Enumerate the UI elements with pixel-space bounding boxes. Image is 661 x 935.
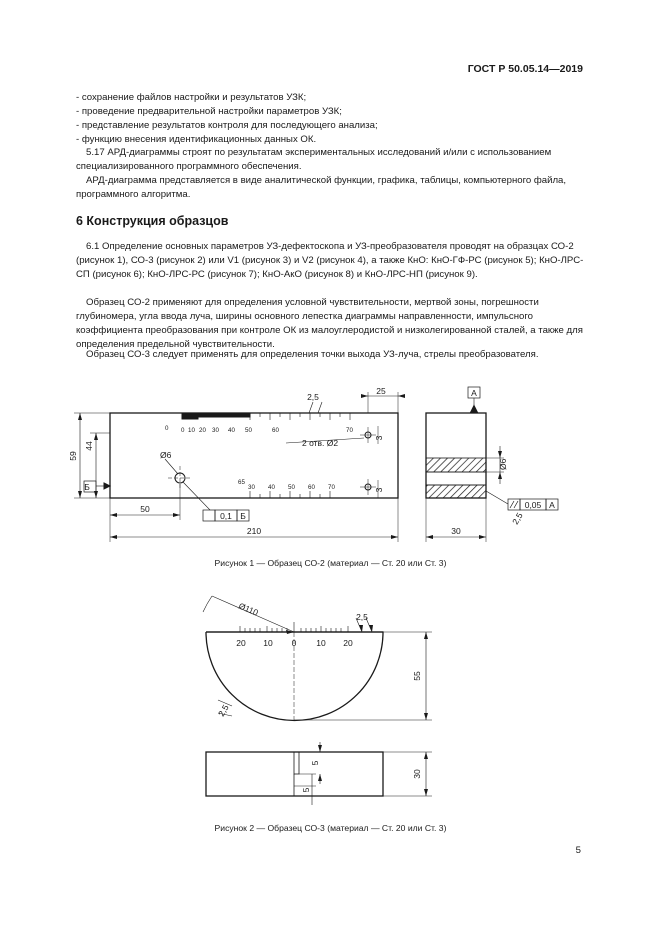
dim-25: 25 [376,386,386,396]
standard-header: ГОСТ Р 50.05.14—2019 [467,63,583,75]
co3-scale-label: 20 [236,638,246,648]
tol2-value: 0,05 [524,500,542,510]
dim-2-5: 2,5 [307,392,319,402]
dim-2-5-side: 2,5 [510,510,525,527]
dim-2-5-bottom: 2,5 [216,702,231,719]
svg-text:65: 65 [238,479,245,486]
svg-text:0: 0 [165,425,169,432]
dim-dia6: Ø6 [160,450,172,460]
dim-50: 50 [140,504,150,514]
dim-59: 59 [68,451,78,461]
svg-text:70: 70 [328,484,335,491]
dim-30-co3: 30 [412,769,422,779]
svg-text:30: 30 [248,484,255,491]
dim-5b: 5 [301,787,311,793]
section-title: 6 Конструкция образцов [76,214,229,228]
svg-text:20: 20 [199,427,206,434]
page-number: 5 [575,845,581,856]
list-item: - функцию внесения идентификационных данных ОК. [76,134,317,145]
dim-44: 44 [84,441,94,451]
list-item: - проведение предварительной настройки параметров УЗК; [76,106,342,117]
svg-text:60: 60 [272,427,279,434]
dim-2-5-top: 2,5 [356,612,368,622]
holes-note: 2 отв. Ø2 [302,438,339,448]
paragraph-5-17: 5.17 АРД-диаграммы строят по результатам экспериментальных исследований и/или с использованием специализированного программного обеспечения. [76,147,552,172]
datum-a-label: А [471,388,477,398]
figure-2-caption: Рисунок 2 — Образец СО-3 (материал — Ст. 20 или Ст. 3) [214,823,447,833]
co3-side-view [206,742,432,805]
dim-30: 30 [451,526,461,536]
svg-text:50: 50 [288,484,295,491]
svg-text:40: 40 [228,427,235,434]
list-item: - представление результатов контроля для последующего анализа; [76,120,378,131]
paragraph-6-1: 6.1 Определение основных параметров УЗ-дефектоскопа и УЗ-преобразователя проводят на образцах СО-2 (рисунок 1), СО-3 (рисунок 2) или V1 (рисунок 3) и V2 (рисунок 4), а также КнО: КнО-ГФ-РС (рисунок 5); КнО-ЛРС-СП (рисунок 6); КнО-ЛРС-РС (рисунок 7); КнО-АкО (рисунок 8) и КнО-ЛРС-НП (рисунок 9). [76,241,584,280]
dim-55: 55 [412,671,422,681]
tol2-ref: А [549,500,555,510]
co3-scale-label: 10 [263,638,273,648]
co2-front-view [74,392,404,542]
co3-scale-label: 0 [291,638,297,648]
co3-top-view [203,596,432,721]
tol-value: 0,1 [220,511,232,521]
dim-dia26: Ø6 [498,458,508,470]
co2-side-view [426,387,558,542]
list-item: - сохранение файлов настройки и результатов УЗК; [76,92,307,103]
svg-text:0: 0 [181,427,185,434]
dim-210: 210 [246,526,262,536]
paragraph-co3: Образец СО-3 следует применять для определения точки выхода УЗ-луча, стрелы преобразователя. [86,349,539,360]
dim-5a: 5 [310,760,320,766]
svg-text:10: 10 [188,427,195,434]
svg-text:60: 60 [308,484,315,491]
tol-ref: Б [240,511,246,521]
svg-text:70: 70 [346,427,353,434]
co3-scale-label: 10 [316,638,326,648]
svg-text:40: 40 [268,484,275,491]
co2-scale-labels [165,425,353,491]
co3-scale-label: 20 [343,638,353,648]
svg-text:50: 50 [245,427,252,434]
paragraph-co2: Образец СО-2 применяют для определения условной чувствительности, мертвой зоны, погрешности глубиномера, угла ввода луча, ширины основного лепестка диаграммы направленности, импульсного коэффициента преобразования при контроле ОК из малоуглеродистой и низколегированной сталей, а также для определения предельной чувствительности. [76,297,583,350]
paragraph-ard: АРД-диаграмма представляется в виде аналитической функции, графика, таблицы, компьютерного файла, программного алгоритма. [76,175,567,200]
dim-3a: 3 [374,435,384,441]
datum-b-label: Б [84,482,90,492]
co3-labels [216,601,422,793]
dim-3b: 3 [374,487,384,493]
svg-text:30: 30 [212,427,219,434]
dim-dia110: Ø110 [237,600,260,618]
figure-1-caption: Рисунок 1 — Образец СО-2 (материал — Ст. 20 или Ст. 3) [214,558,447,568]
co3-arrowheads [286,625,428,720]
